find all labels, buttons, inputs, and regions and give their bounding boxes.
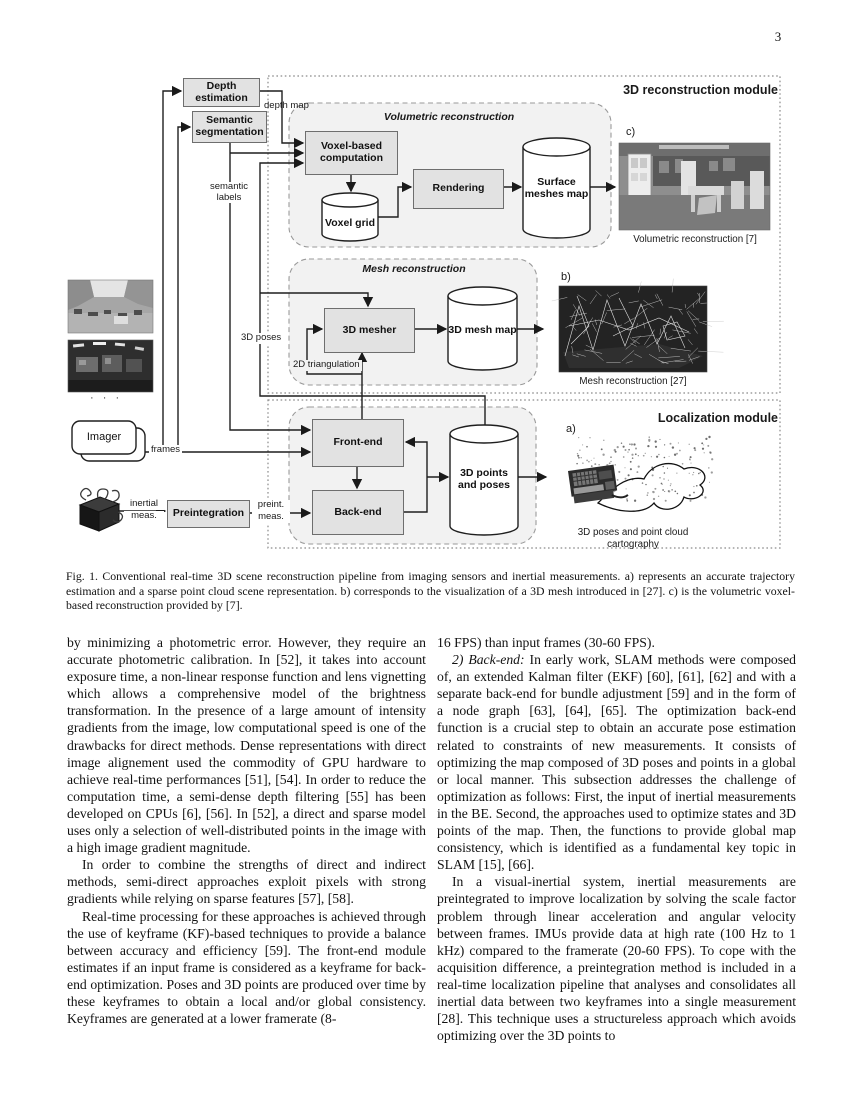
frames-to-semantic-connector — [178, 127, 190, 452]
back-end-box: Back-end — [312, 490, 404, 535]
body-column-left — [67, 634, 426, 1027]
semantic-segmentation-box: Semantic segmentation — [192, 111, 267, 143]
subfig-a-image — [560, 433, 717, 525]
preint-meas-label-1: preint. — [252, 500, 290, 511]
subfig-b-caption: Mesh reconstruction [27] — [579, 376, 687, 387]
inertial-meas-label-1: inertial — [124, 499, 164, 510]
surface-meshes-label: Surface meshes map — [524, 175, 589, 200]
subfig-c-letter: c) — [626, 126, 636, 138]
localization-module-title: Localization module — [657, 411, 778, 425]
subfig-b-letter: b) — [561, 271, 571, 283]
voxel-grid-label: Voxel grid — [325, 216, 375, 229]
subfig-c-image — [619, 143, 770, 230]
preintegration-box: Preintegration — [167, 500, 250, 528]
camera-frame-photo-1 — [68, 280, 153, 333]
right-paragraph-2-text: In early work, SLAM methods were composed of, an extended Kalman filter (EKF) [60], [61], [62] and with a separate back-end for bundle adjustment [59] and in the form of a node graph [63], [64], [65]. The optimization back-end function is a crucial step to obtain an accurate pose estimation related to constraints of new measurements. It consists of optimizing the map composed of 3D poses and points in a global or local manner. This subsection addresses the challenge of optimization as follows: First, the input of inertial measurements in the BE. Second, the approaches used to optimize states and 3D points of the map. Then, the functions to provide global map consistency, which is identified as a fundamental key topic in SLAM [15], [66]. — [437, 652, 797, 873]
rendering-box: Rendering — [413, 169, 504, 209]
imu-icon — [80, 489, 122, 532]
left-paragraph-3: Real-time processing for these approaches is achieved through the use of keyframe (KF)-based techniques to provide a balance between accuracy and efficiency [59]. The front-end module estimates if an input frame is considered as a keyframe for back-end optimization. Poses and 3D points are produced over time by these keyframes to obtain a local and/or global consistency. Keyframes are generated at a lower framerate (8- — [67, 908, 426, 1027]
subfig-a-letter: a) — [566, 423, 576, 435]
subfig-b-image — [552, 279, 724, 372]
mesh-section-title: Mesh reconstruction — [362, 263, 466, 275]
subfig-a-caption: 3D poses and point cloud cartography — [577, 527, 689, 551]
inertial-meas-label-2: meas. — [124, 511, 164, 522]
right-paragraph-2 — [437, 651, 796, 873]
triangulation-flow-label: 2D triangulation — [293, 359, 360, 370]
preint-meas-label-2: meas. — [252, 512, 290, 523]
mesher-box: 3D mesher — [324, 308, 415, 353]
imager-label: Imager — [86, 431, 122, 444]
camera-frame-photo-2 — [68, 340, 153, 392]
volumetric-section-title: Volumetric reconstruction — [383, 111, 515, 123]
right-paragraph-3: In a visual-inertial system, inertial measurements are preintegrated to improve localization by solving the scale factor problem through linear acceleration and angular velocity between frames. IMUs provide data at high rate (100 Hz to 1 kHz) compared to the framerate (20-60 FPS). To cope with the acquisition difference, a preintegration method is included in a real-time localization pipeline that analyses and consolidates all inertial data between two keyframes into a single measurement [28]. This technique uses a structureless approach which avoids optimizing over the 3D points to — [437, 874, 796, 1044]
poses-flow-label: 3D poses — [241, 332, 282, 343]
front-end-box: Front-end — [312, 419, 404, 467]
page-number: 3 — [774, 29, 782, 44]
left-paragraph-2: In order to combine the strengths of direct and indirect methods, semi-direct approaches exploit pixels with strong gradients while relying on sparse features [57], [58]. — [67, 857, 426, 907]
left-paragraph-1: by minimizing a photometric error. However, they require an accurate photometric calibration. In [52], it takes into account exposure time, a non-linear response function and lens vignetting which allows a comprehensive model of the brightness transformation. In the presence of a large amount of intensity gradients from the image, low computational speed is one of the drawbacks for direct methods. Dense representations with direct image alignement used the commodity of GPU hardware to achieve real-time performances [51], [54]. In order to reduce the computation time, a semi-dense depth filtering [55] has been developed on CPUs [6], [56]. In [52], a direct and sparse model uses only a selection of well-distributed points in the image with a high image gradient magnitude. — [67, 635, 426, 856]
frames-flow-label: frames — [151, 444, 181, 455]
points-poses-label: 3D points and poses — [458, 466, 510, 491]
voxel-computation-box: Voxel-based computation — [305, 131, 398, 175]
depth-map-flow-label: depth map — [264, 100, 309, 111]
figure-caption: Fig. 1. Conventional real-time 3D scene reconstruction pipeline from imaging sensors and inertial measurements. a) represents an accurate trajectory estimation and a sparse point cloud scene representation. b) corresponds to the visualization of a 3D mesh introduced in [27]. c) is the volumetric voxel-based reconstruction provided by [7]. — [66, 569, 795, 613]
subsection-heading: 2) Back-end: — [452, 652, 525, 668]
semantic-labels-flow-label: semantic labels — [204, 182, 254, 203]
body-column-right — [437, 634, 796, 1044]
reconstruction-module-title: 3D reconstruction module — [623, 83, 778, 97]
mesh-map-label: 3D mesh map — [448, 323, 517, 336]
subfig-c-caption: Volumetric reconstruction [7] — [633, 234, 757, 245]
frames-ellipsis: · · · — [90, 392, 123, 404]
right-paragraph-1: 16 FPS) than input frames (30-60 FPS). — [437, 635, 655, 650]
depth-estimation-box: Depth estimation — [183, 78, 260, 107]
